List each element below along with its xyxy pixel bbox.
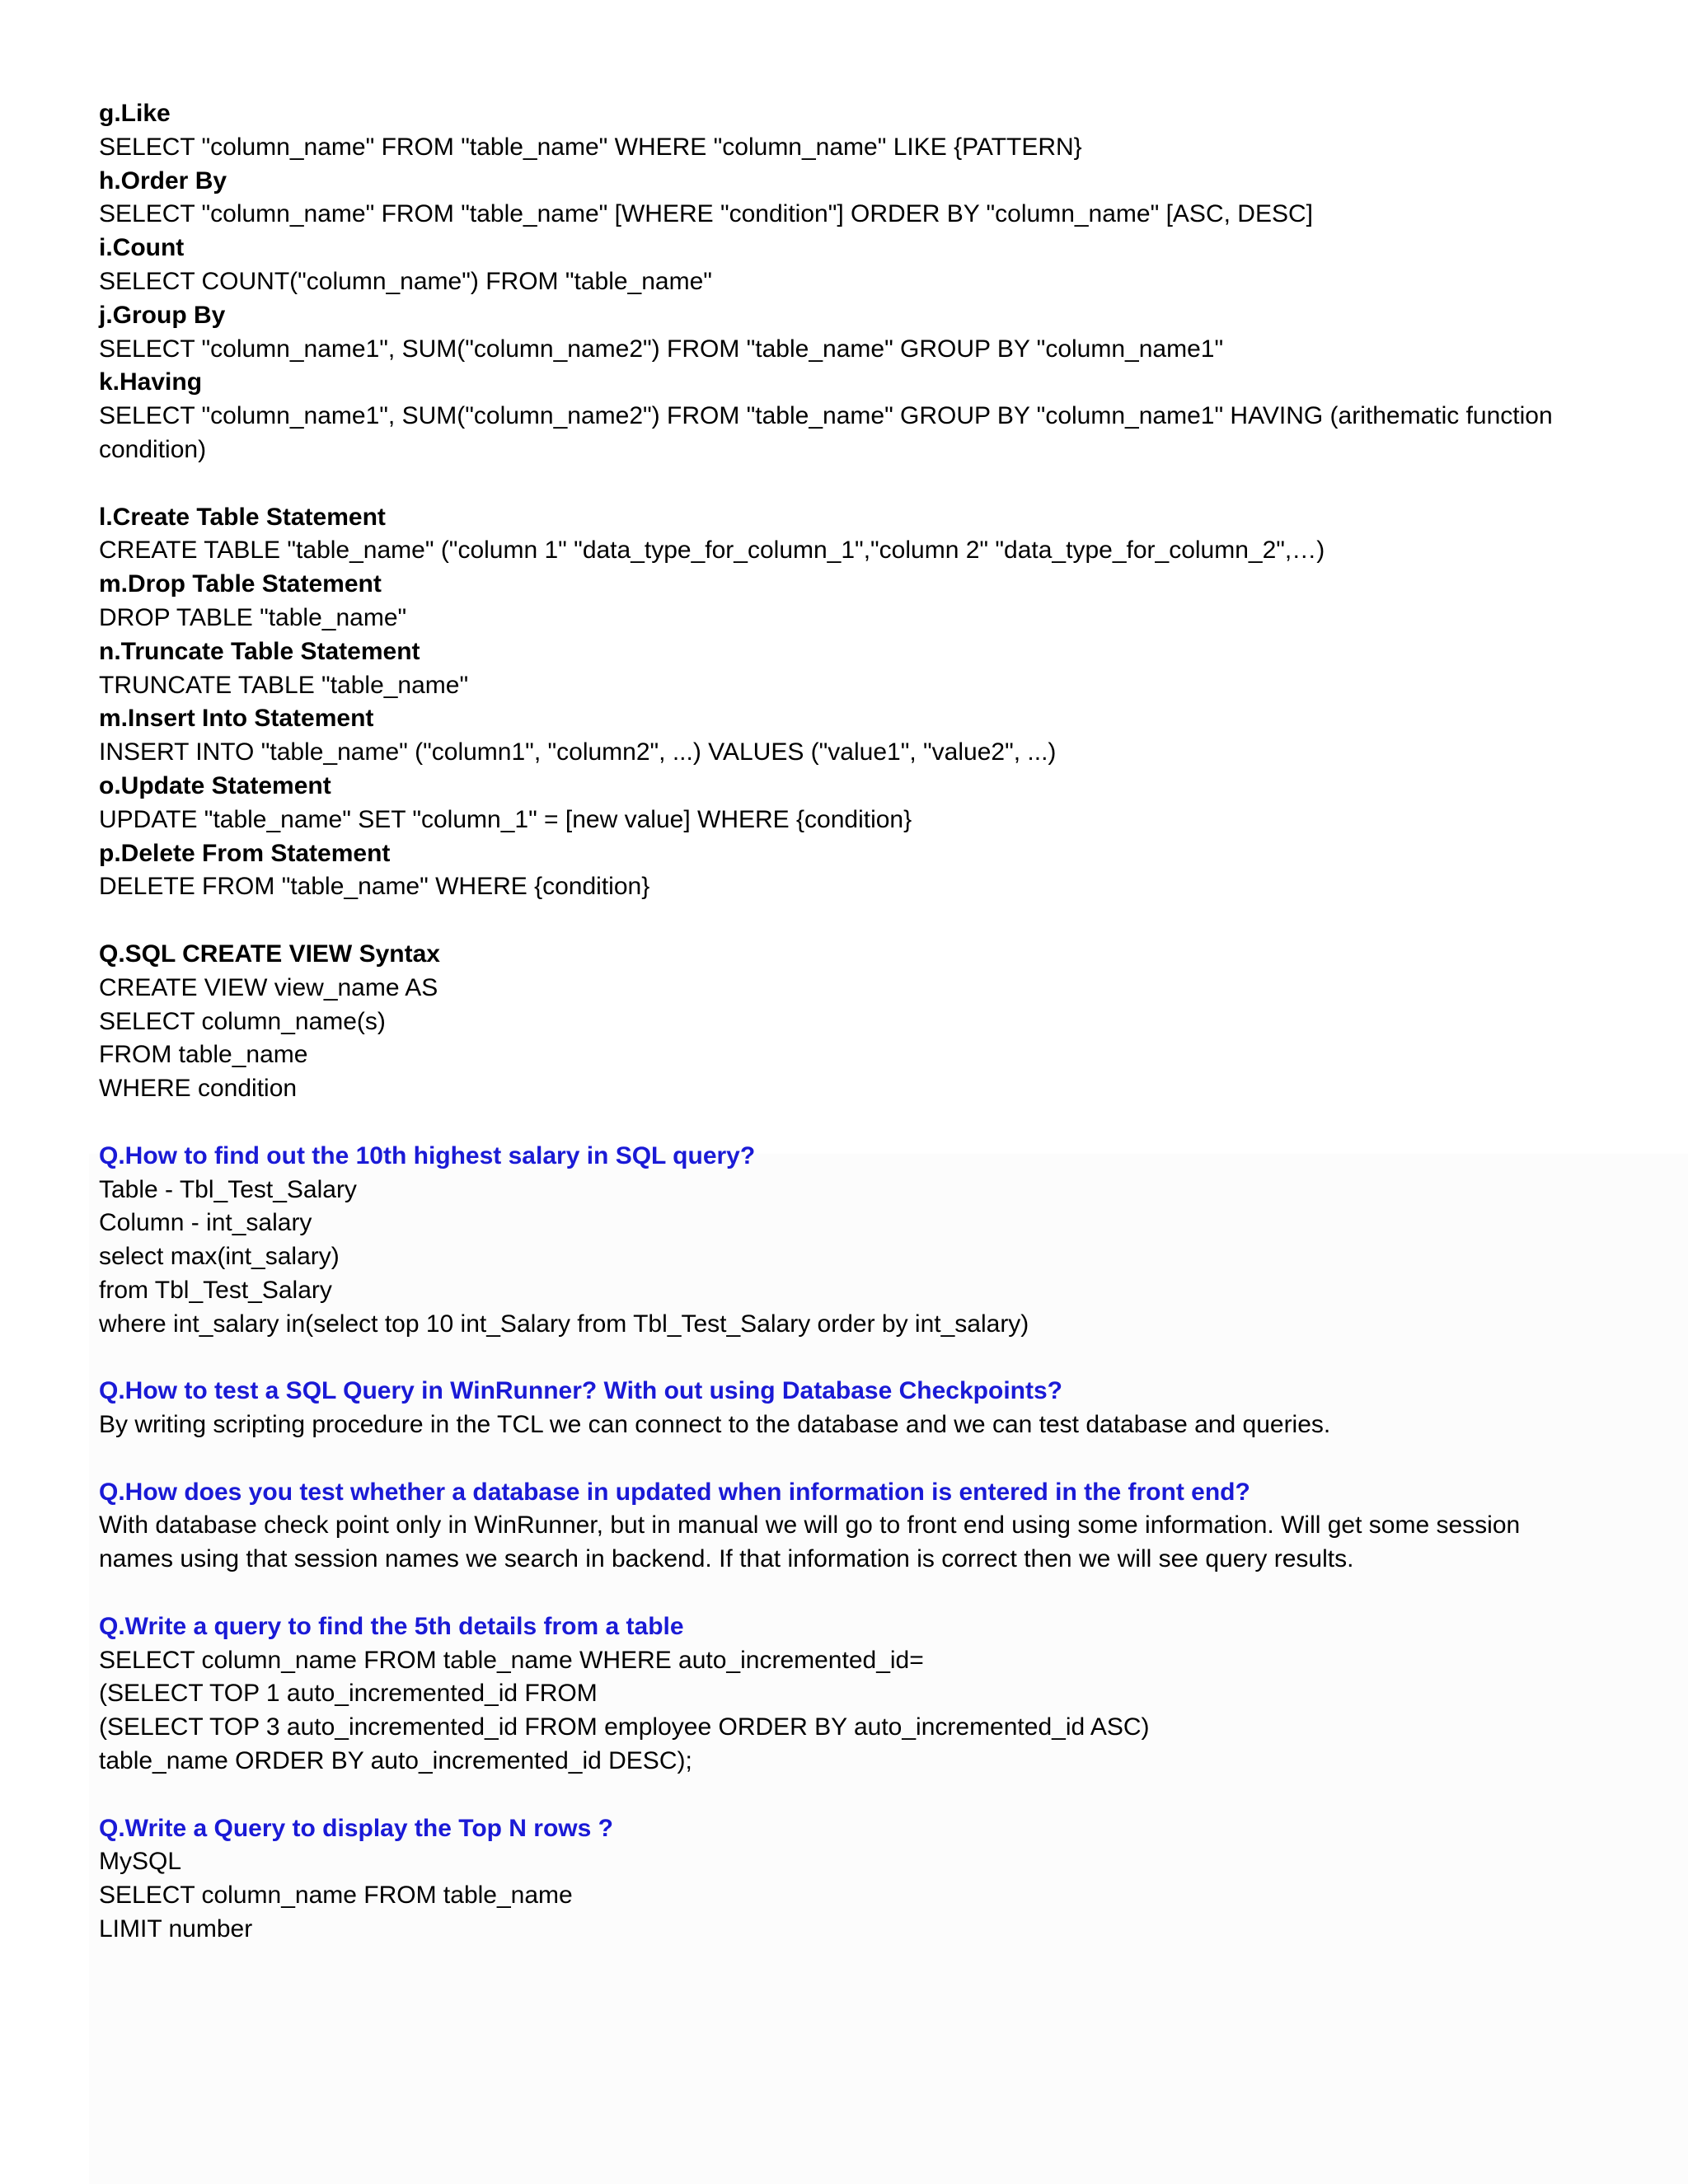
- blank-line: [99, 1106, 1582, 1140]
- body-text-line: SELECT column_name FROM table_name: [99, 1882, 573, 1910]
- body-text-line: (SELECT TOP 1 auto_incremented_id FROM: [99, 1680, 598, 1708]
- body-text-line: Table - Tbl_Test_Salary: [99, 1175, 357, 1203]
- body-text-line: UPDATE "table_name" SET "column_1" = [new value] WHERE {condition}: [99, 805, 912, 833]
- blank-line: [99, 1779, 1582, 1812]
- body-text-line: select max(int_salary): [99, 1243, 340, 1271]
- body-text-line: CREATE VIEW view_name AS: [99, 973, 438, 1001]
- section-heading: n.Truncate Table Statement: [99, 637, 420, 665]
- section-heading: k.Having: [99, 368, 203, 396]
- section-heading: j.Group By: [99, 301, 226, 329]
- body-text-line: WHERE condition: [99, 1075, 298, 1103]
- question-heading: Q.Write a Query to display the Top N rows ?: [99, 1814, 613, 1842]
- body-text-line: SELECT "column_name1", SUM("column_name2") FROM "table_name" GROUP BY "column_name1": [99, 335, 1224, 363]
- body-text-line: SELECT "column_name" FROM "table_name" WHERE "column_name" LIKE {PATTERN}: [99, 133, 1082, 161]
- section-heading: o.Update Statement: [99, 771, 331, 799]
- section-heading: g.Like: [99, 100, 171, 127]
- body-text-line: SELECT COUNT("column_name") FROM "table_name": [99, 267, 712, 295]
- body-text-line: names using that session names we search in backend. If that information is correct then we will see query results.: [99, 1545, 1354, 1573]
- section-heading: i.Count: [99, 234, 185, 262]
- body-text-line: FROM table_name: [99, 1041, 308, 1069]
- blank-line: [99, 904, 1582, 938]
- body-text-line: SELECT "column_name" FROM "table_name" [WHERE "condition"] ORDER BY "column_name" [ASC, DESC]: [99, 200, 1313, 228]
- section-heading: p.Delete From Statement: [99, 839, 391, 867]
- body-text-line: CREATE TABLE "table_name" ("column 1" "data_type_for_column_1","column 2" "data_type_for_column_2",…): [99, 537, 1325, 565]
- body-text-line: where int_salary in(select top 10 int_Salary from Tbl_Test_Salary order by int_salary): [99, 1310, 1029, 1338]
- body-text-line: (SELECT TOP 3 auto_incremented_id FROM employee ORDER BY auto_incremented_id ASC): [99, 1713, 1150, 1741]
- section-heading: l.Create Table Statement: [99, 503, 386, 531]
- body-text-line: DELETE FROM "table_name" WHERE {condition}: [99, 873, 650, 901]
- body-text-line: condition): [99, 435, 207, 463]
- body-text-line: With database check point only in WinRunner, but in manual we will go to front end using some information. Will get some session: [99, 1511, 1521, 1540]
- blank-line: [99, 467, 1582, 501]
- body-text-line: LIMIT number: [99, 1915, 253, 1943]
- question-heading: Q.How does you test whether a database in updated when information is entered in the front end?: [99, 1478, 1250, 1506]
- body-text-line: SELECT "column_name1", SUM("column_name2") FROM "table_name" GROUP BY "column_name1" HAVING (arithematic function: [99, 402, 1553, 430]
- blank-line: [99, 1442, 1582, 1476]
- body-text-line: TRUNCATE TABLE "table_name": [99, 671, 469, 699]
- body-text-line: DROP TABLE "table_name": [99, 603, 407, 631]
- body-text-line: table_name ORDER BY auto_incremented_id DESC);: [99, 1747, 692, 1775]
- question-heading: Q.How to test a SQL Query in WinRunner? With out using Database Checkpoints?: [99, 1377, 1062, 1405]
- body-text-line: Column - int_salary: [99, 1209, 312, 1237]
- section-heading: Q.SQL CREATE VIEW Syntax: [99, 940, 440, 968]
- body-text-line: SELECT column_name(s): [99, 1007, 386, 1035]
- question-heading: Q.How to find out the 10th highest salary in SQL query?: [99, 1141, 756, 1169]
- body-text-line: By writing scripting procedure in the TCL we can connect to the database and we can test database and queries.: [99, 1411, 1331, 1439]
- document-body: [99, 97, 1582, 1947]
- body-text-line: MySQL: [99, 1848, 182, 1876]
- body-text-line: SELECT column_name FROM table_name WHERE auto_incremented_id=: [99, 1646, 924, 1674]
- body-text-line: from Tbl_Test_Salary: [99, 1276, 332, 1304]
- section-heading: m.Drop Table Statement: [99, 570, 382, 598]
- blank-line: [99, 1341, 1582, 1375]
- blank-line: [99, 1577, 1582, 1610]
- body-text-line: INSERT INTO "table_name" ("column1", "column2", ...) VALUES ("value1", "value2", ...): [99, 738, 1057, 766]
- question-heading: Q.Write a query to find the 5th details from a table: [99, 1612, 684, 1640]
- section-heading: m.Insert Into Statement: [99, 705, 374, 733]
- section-heading: h.Order By: [99, 166, 227, 194]
